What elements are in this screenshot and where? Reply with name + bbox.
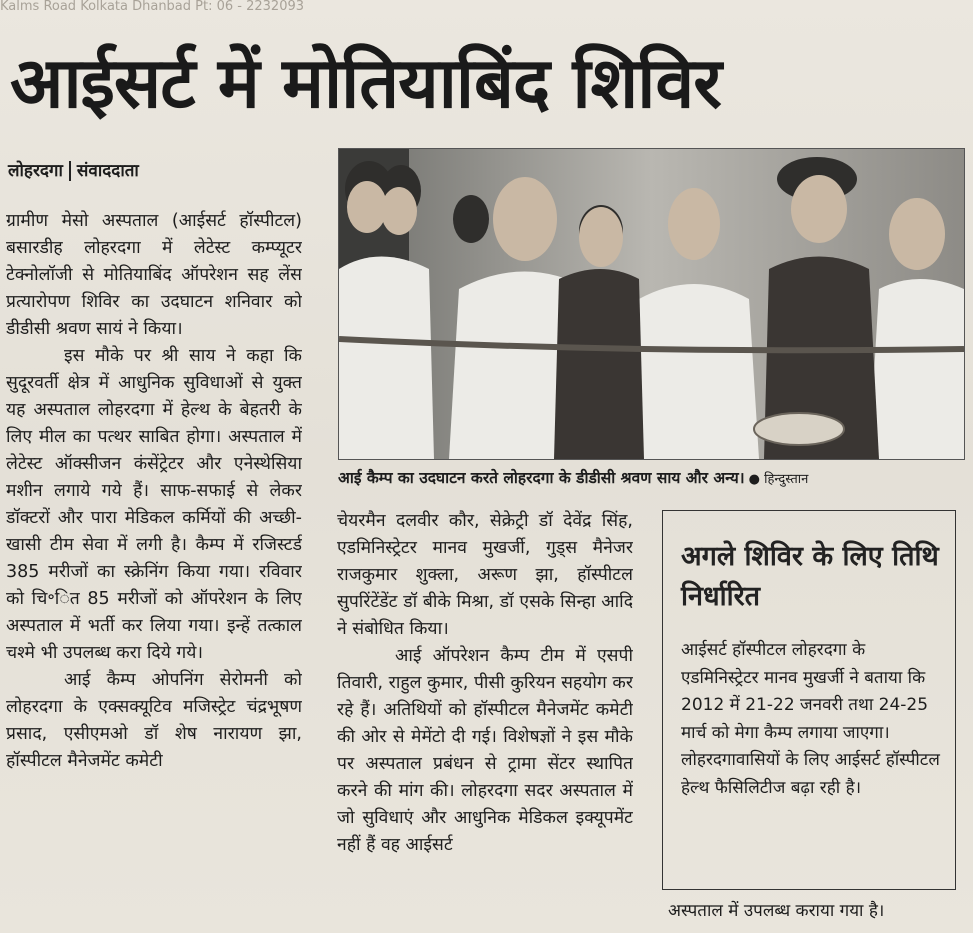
paragraph: ग्रामीण मेसो अस्पताल (आईसर्ट हॉस्पीटल) बसारडीह लोहरदगा में लेटेस्ट कम्प्यूटर टेक्नोलॉजी से मोतियाबिंद ऑपरेशन सह लेंस प्रत्यारोपण शिविर का उदघाटन शनिवार को डीडीसी श्रवण सायं ने किया। xyxy=(6,211,302,339)
caption-text: आई कैम्प का उदघाटन करते लोहरदगा के डीडीसी श्रवण साय और अन्य। xyxy=(338,469,745,487)
sidebar-box-title: अगले शिविर के लिए तिथि निर्धारित xyxy=(681,541,939,612)
news-photo xyxy=(338,148,965,460)
dateline-byline: संवाददाता xyxy=(76,161,139,181)
column-continuation: अस्पताल में उपलब्ध कराया गया है। xyxy=(668,901,885,921)
dateline-place: लोहरदगा xyxy=(8,161,63,181)
ribbon-cutting-photo xyxy=(339,149,964,459)
photo-caption xyxy=(338,466,963,494)
sidebar-box-text: आईसर्ट हॉस्पीटल लोहरदगा के एडमिनिस्ट्रेटर मानव मुखर्जी ने बताया कि 2012 में 21-22 जनवरी तथा 24-25 मार्च को मेगा कैम्प लगाया जाएगा। लोहरदगावासियों के लिए आईसर्ट हॉस्पीटल हेल्थ फैसिलिटीज बढ़ा रही है। xyxy=(681,640,940,798)
paragraph: इस मौके पर श्री साय ने कहा कि सुदूरवर्ती क्षेत्र में आधुनिक सुविधाओं से युक्त यह अस्पताल लोहरदगा में हेल्थ के बेहतरी के लिए मील का पत्थर साबित होगा। अस्पताल में लेटेस्ट ऑक्सीजन कंसेंट्रेटर और एनेस्थेसिया मशीन लगाये गये हैं। साफ-सफाई से लेकर डॉक्टरों और पारा मेडिकल कर्मियों की अच्छी-खासी टीम सेवा में लगी है। कैम्प में रजिस्टर्ड 385 मरीजों का स्क्रेनिंग किया गया। रविवार को चि॰ित 85 मरीजों को ऑपरेशन के लिए अस्पताल में भर्ती कर लिया गया। इन्हें तत्काल चश्मे भी उपलब्ध करा दिये गये। xyxy=(6,346,302,663)
photo-credit: ● हिन्दुस्तान xyxy=(748,472,809,487)
paragraph: चेयरमैन दलवीर कौर, सेक्रेट्री डॉ देवेंद्र सिंह, एडमिनिस्ट्रेटर मानव मुखर्जी, गुड्स मैनेजर राजकुमार शुक्ला, अरूण झा, हॉस्पीटल सुपरिंटेंडेंट डॉ बीके मिश्रा, डॉ एसके सिन्हा आदि ने संबोधित किया। xyxy=(337,511,633,639)
sidebar-box xyxy=(662,510,956,890)
paragraph: आई ऑपरेशन कैम्प टीम में एसपी तिवारी, राहुल कुमार, पीसी कुरियन सहयोग कर रहे हैं। अतिथियों को हॉस्पीटल मैनेजमेंट कमेटी की ओर से मेमेंटो दी गई। विशेषज्ञों ने इस मौके पर अस्पताल प्रबंधन से ट्रामा सेंटर स्थापित करने की मांग की। लोहरदगा सदर अस्पताल में जो सुविधाएं और आधुनिक मेडिकल इक्यूपमेंट नहीं हैं वह आईसर्ट xyxy=(337,646,633,855)
headline: आईसर्ट में मोतियाबिंद शिविर xyxy=(10,42,721,124)
bleed-through-text: Kalms Road Kolkata Dhanbad Pt: 06 - 2232093 xyxy=(0,0,305,14)
dateline xyxy=(8,158,139,181)
article-column-2 xyxy=(337,508,633,930)
paragraph: आई कैम्प ओपनिंग सेरोमनी को लोहरदगा के एक्सक्यूटिव मजिस्ट्रेट चंद्रभूषण प्रसाद, एसीएमओ डॉ शेष नारायण झा, हॉस्पीटल मैनेजमेंट कमेटी xyxy=(6,670,302,771)
dateline-divider xyxy=(69,161,71,181)
article-column-1 xyxy=(6,208,302,928)
